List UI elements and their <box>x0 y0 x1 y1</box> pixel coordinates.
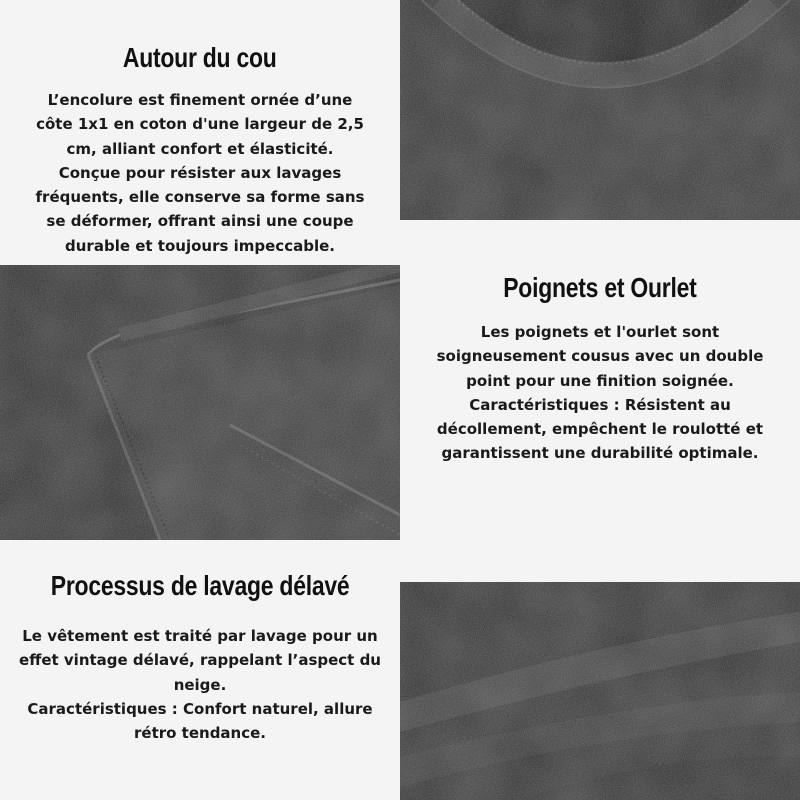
body-line: soigneusement cousus avec un double <box>436 347 764 366</box>
body-line: neige. <box>173 675 227 694</box>
body-line: cm, alliant confort et élasticité. <box>66 139 334 158</box>
section-wash-title: Processus de lavage délavé <box>50 570 350 601</box>
body-line: Conçue pour résister aux lavages <box>58 163 342 182</box>
body-line: Le vêtement est traité par lavage pour un <box>22 627 378 645</box>
section-cuffs-hem-body <box>437 320 764 466</box>
body-line: durable et toujours impeccable. <box>65 236 335 255</box>
section-neck <box>0 0 400 265</box>
body-line: côte 1x1 en coton d'une largeur de 2,5 <box>36 115 364 134</box>
body-line: se déformer, offrant ainsi une coupe <box>46 212 354 231</box>
section-cuffs-hem-title: Poignets et Ourlet <box>503 272 697 303</box>
body-line: Caractéristiques : Confort naturel, allure <box>27 699 373 718</box>
body-line: décollement, empêchent le roulotté et <box>436 420 764 439</box>
body-line: rétro tendance. <box>134 724 266 743</box>
body-line: fréquents, elle conserve sa forme sans <box>35 188 365 207</box>
hem-photo <box>0 265 400 540</box>
collar-photo <box>400 0 800 220</box>
section-neck-body <box>36 88 365 258</box>
body-line: point pour une finition soignée. <box>466 371 734 390</box>
section-neck-title: Autour du cou <box>123 42 277 73</box>
body-line: L’encolure est finement ornée d’une <box>47 91 353 109</box>
body-line: effet vintage délavé, rappelant l’aspect du <box>19 651 381 670</box>
body-line: Caractéristiques : Résistent au <box>469 395 731 414</box>
section-wash-body <box>19 624 381 745</box>
fabric-texture-photo <box>400 582 800 800</box>
body-line: garantissent une durabilité optimale. <box>441 444 759 463</box>
body-line: Les poignets et l'ourlet sont <box>480 323 720 341</box>
section-cuffs-hem <box>400 220 800 582</box>
section-wash <box>0 540 400 800</box>
